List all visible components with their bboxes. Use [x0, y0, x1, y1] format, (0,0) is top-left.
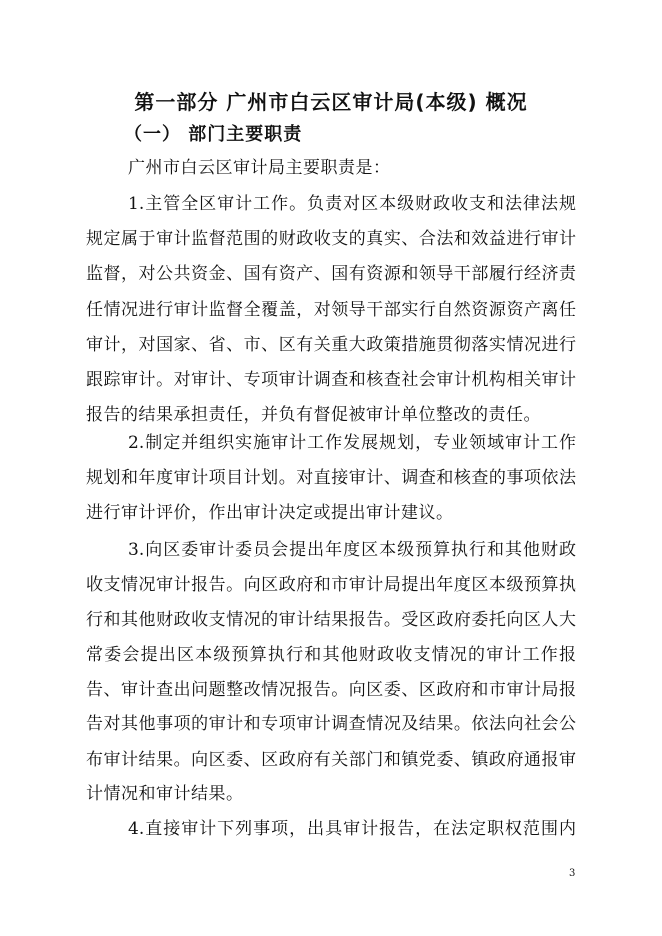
paragraph-line: 规划和年度审计项目计划。对直接审计、调查和核查的事项依法 — [86, 468, 576, 488]
paragraph-line: 规定属于审计监督范围的财政收支的真实、合法和效益进行审计 — [86, 229, 576, 249]
paragraph-line: 跟踪审计。对审计、专项审计调查和核查社会审计机构相关审计 — [86, 370, 576, 390]
paragraph-line: 1.主管全区审计工作。负责对区本级财政收支和法律法规 — [128, 194, 576, 214]
paragraph-line: 监督，对公共资金、国有资产、国有资源和领导干部履行经济责 — [86, 264, 576, 284]
paragraph-line: 行和其他财政收支情况的审计结果报告。受区政府委托向区人大 — [86, 610, 576, 630]
paragraph-line: 4.直接审计下列事项，出具审计报告，在法定职权范围内 — [128, 819, 576, 839]
paragraph-line: 布审计结果。向区委、区政府有关部门和镇党委、镇政府通报审 — [86, 750, 576, 770]
paragraph-line: 3.向区委审计委员会提出年度区本级预算执行和其他财政 — [128, 540, 576, 560]
paragraph-line: 计情况和审计结果。 — [86, 784, 244, 804]
paragraph-line: 常委会提出区本级预算执行和其他财政收支情况的审计工作报 — [86, 645, 576, 665]
paragraph-line: 告、审计查出问题整改情况报告。向区委、区政府和市审计局报 — [86, 680, 576, 700]
document-title: 第一部分 广州市白云区审计局(本级) 概况 — [134, 90, 528, 114]
section-heading: （一） 部门主要职责 — [124, 124, 303, 145]
paragraph-line: 2.制定并组织实施审计工作发展规划，专业领域审计工作 — [128, 433, 576, 453]
paragraph-line: 审计，对国家、省、市、区有关重大政策措施贯彻落实情况进行 — [86, 335, 576, 355]
paragraph-line: 进行审计评价，作出审计决定或提出审计建议。 — [86, 503, 454, 523]
paragraph-line: 广州市白云区审计局主要职责是： — [128, 158, 391, 178]
paragraph-line: 报告的结果承担责任，并负有督促被审计单位整改的责任。 — [86, 405, 541, 425]
paragraph-line: 告对其他事项的审计和专项审计调查情况及结果。依法向社会公 — [86, 714, 576, 734]
paragraph-line: 任情况进行审计监督全覆盖，对领导干部实行自然资源资产离任 — [86, 300, 576, 320]
page-number: 3 — [569, 868, 576, 879]
paragraph-line: 收支情况审计报告。向区政府和市审计局提出年度区本级预算执 — [86, 575, 576, 595]
